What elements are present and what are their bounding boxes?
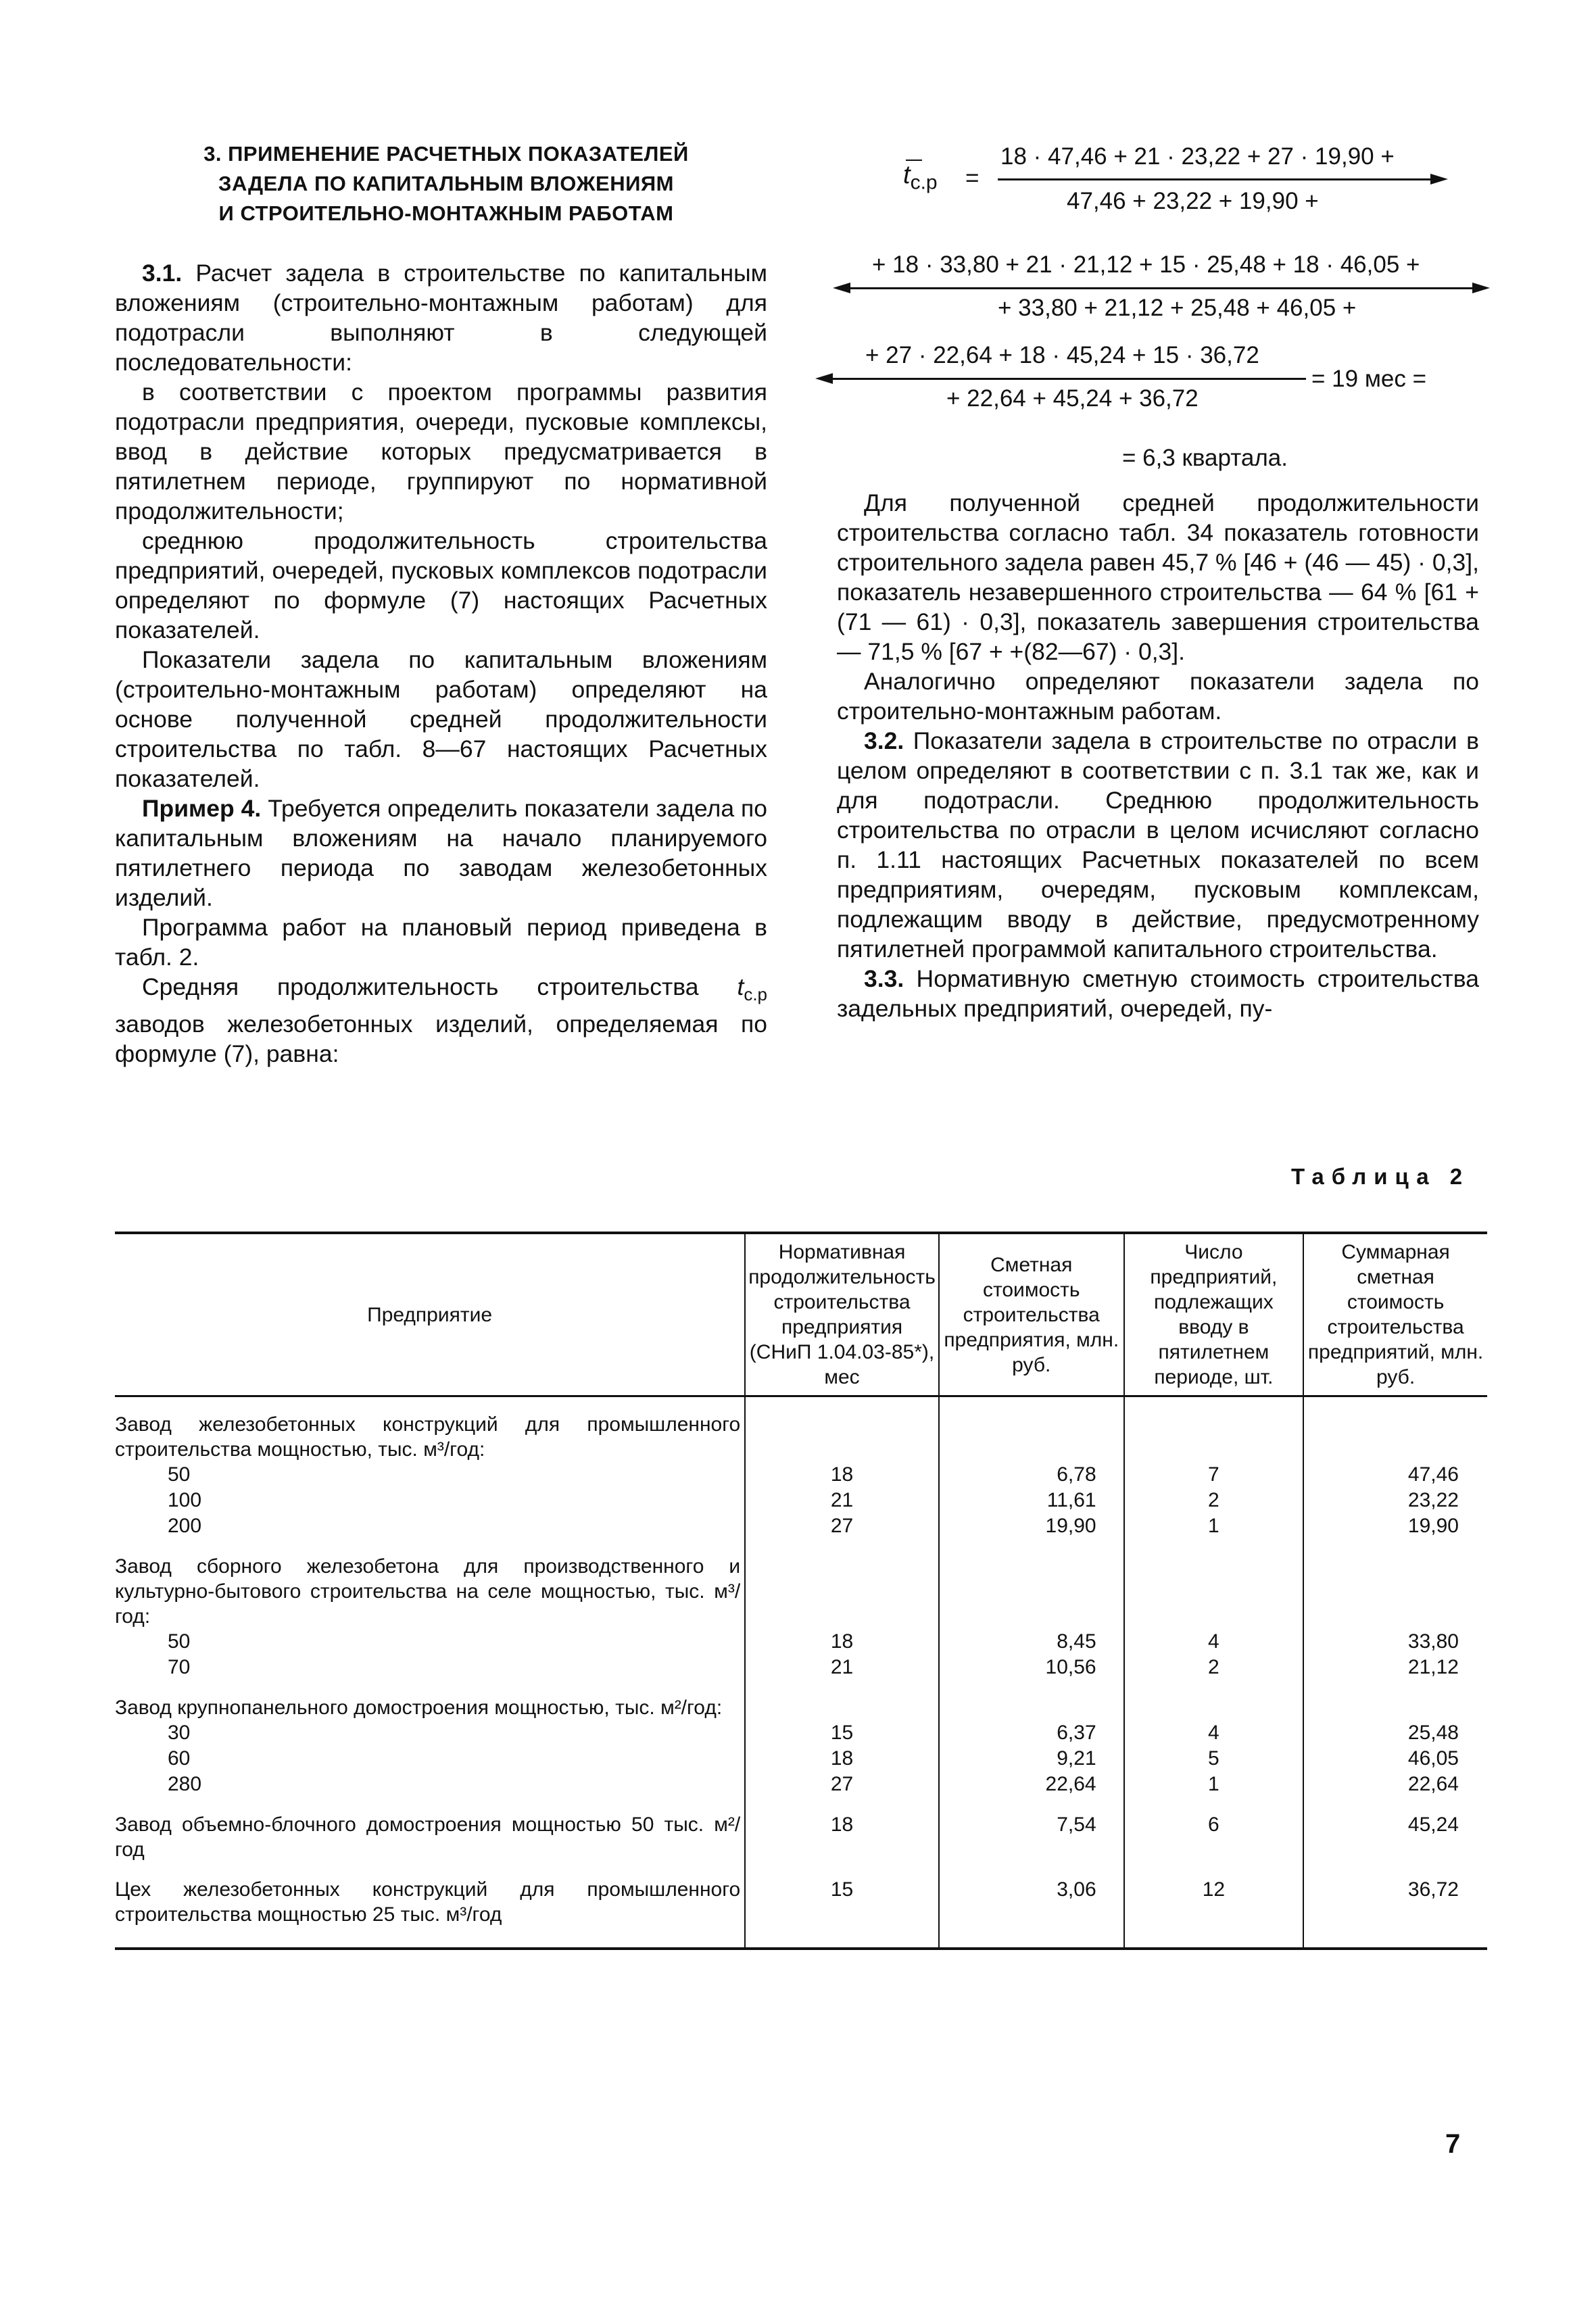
total-cell: 22,64 xyxy=(1303,1772,1487,1812)
left-column xyxy=(115,258,767,1069)
group-title: Цех железобетонных конструкций для промышленного строительства мощностью 25 тыс. м³/год xyxy=(115,1877,745,1949)
paragraph-3-1 xyxy=(115,258,767,377)
duration-cell: 27 xyxy=(745,1772,939,1812)
total-cell: 33,80 xyxy=(1303,1629,1487,1655)
table-row xyxy=(115,1772,1487,1812)
formula-denominator-2: + 33,80 + 21,12 + 25,48 + 46,05 + xyxy=(998,295,1357,321)
column-header-cost: Сметная стоимость строительства предприятия, млн. руб. xyxy=(939,1233,1124,1396)
duration-cell: 18 xyxy=(745,1812,939,1877)
total-cell: 45,24 xyxy=(1303,1812,1487,1877)
fraction-line-1 xyxy=(998,178,1430,180)
count-cell: 6 xyxy=(1124,1812,1304,1877)
table-group-title-row xyxy=(115,1554,1487,1629)
paragraph-3-3 xyxy=(837,964,1479,1023)
capacity-cell: 280 xyxy=(168,1773,202,1795)
cost-cell: 9,21 xyxy=(939,1746,1124,1772)
paragraph-number: 3.1. xyxy=(142,260,183,287)
capacity-cell: 100 xyxy=(168,1489,202,1511)
cost-cell: 3,06 xyxy=(939,1877,1124,1949)
section-heading-line-1: 3. ПРИМЕНЕНИЕ РАСЧЕТНЫХ ПОКАЗАТЕЛЕЙ xyxy=(203,142,689,166)
count-cell: 2 xyxy=(1124,1655,1304,1695)
paragraph-text: Показатели задела в строительстве по отрасли в целом определяют в соответствии с п. 3.1 так же, как и для подотрасли. Среднюю продолжительность строительства по отрасли в целом исчисляют согласно п. 1.11 настоящих Расчетных показателей по всем предприятиям, очередям, пусковым комплексам, подлежащим вводу в действие, предусмотренному пятилетней программой капитального строительства. xyxy=(837,727,1479,962)
count-cell: 1 xyxy=(1124,1513,1304,1554)
paragraph xyxy=(115,972,767,1069)
capacity-cell: 50 xyxy=(168,1630,191,1653)
table-row xyxy=(115,1488,1487,1513)
duration-cell: 15 xyxy=(745,1720,939,1746)
paragraph-text: Нормативную сметную стоимость строительства задельных предприятий, очередей, пу- xyxy=(837,965,1479,1022)
formula-numerator-3: + 27 · 22,64 + 18 · 45,24 + 15 · 36,72 xyxy=(865,342,1259,368)
group-title: Завод сборного железобетона для производственного и культурно-бытового строительства на селе мощностью, тыс. м³/год: xyxy=(115,1555,741,1628)
paragraph: среднюю продолжительность строительства предприятий, очередей, пусковых комплексов подотрасли определяют по формуле (7) настоящих Расчетных показателей. xyxy=(115,527,767,643)
example-label: Пример 4. xyxy=(142,795,262,822)
duration-cell: 27 xyxy=(745,1513,939,1554)
table-title: Таблица 2 xyxy=(1291,1164,1470,1189)
capacity-cell: 30 xyxy=(168,1722,191,1744)
continuation-arrow-icon xyxy=(1430,174,1448,185)
column-header-count: Число предприятий, подлежащих вводу в пятилетнем периоде, шт. xyxy=(1124,1233,1304,1396)
cost-cell: 8,45 xyxy=(939,1629,1124,1655)
fraction-line-2 xyxy=(850,287,1472,289)
table-row xyxy=(115,1629,1487,1655)
duration-cell: 18 xyxy=(745,1629,939,1655)
paragraph-text: заводов железобетонных изделий, определяемая по формуле (7), равна: xyxy=(115,1010,767,1068)
capacity-cell: 50 xyxy=(168,1463,191,1486)
right-column xyxy=(837,488,1479,1023)
paragraph: Для полученной средней продолжительности строительства согласно табл. 34 показатель готовности строительного задела равен 45,7 % [46 + (46 — 45) · 0,3], показатель незавершенного строительства — 64 % [61 + (71 — 61) · 0,3], показатель завершения строительства — 71,5 % [67 + +(82—67) · 0,3]. xyxy=(837,489,1479,665)
program-table xyxy=(115,1232,1487,1950)
table-row xyxy=(115,1812,1487,1877)
cost-cell: 22,64 xyxy=(939,1772,1124,1812)
continuation-arrow-icon xyxy=(833,283,850,293)
count-cell: 5 xyxy=(1124,1746,1304,1772)
column-header-duration: Нормативная продолжительность строительства предприятия (СНиП 1.04.03-85*), мес xyxy=(745,1233,939,1396)
duration-cell: 21 xyxy=(745,1488,939,1513)
paragraph-number: 3.2. xyxy=(864,727,904,754)
tcp-symbol: $t_{с.р}$ xyxy=(737,973,767,1005)
group-title: Завод крупнопанельного домостроения мощностью, тыс. м²/год: xyxy=(115,1697,723,1719)
cost-cell: 19,90 xyxy=(939,1513,1124,1554)
count-cell: 7 xyxy=(1124,1462,1304,1488)
continuation-arrow-icon xyxy=(815,373,833,384)
count-cell: 4 xyxy=(1124,1629,1304,1655)
duration-cell: 18 xyxy=(745,1462,939,1488)
formula-numerator-1: 18 · 47,46 + 21 · 23,22 + 27 · 19,90 + xyxy=(1000,143,1395,170)
count-cell: 1 xyxy=(1124,1772,1304,1812)
paragraph-text: Требуется определить показатели задела по капитальным вложениям на начало планируемого пятилетнего периода по заводам железобетонных изделий. xyxy=(115,795,767,911)
continuation-arrow-icon xyxy=(1472,283,1490,293)
total-cell: 23,22 xyxy=(1303,1488,1487,1513)
cost-cell: 11,61 xyxy=(939,1488,1124,1513)
capacity-cell: 60 xyxy=(168,1747,191,1770)
count-cell: 4 xyxy=(1124,1720,1304,1746)
table-row xyxy=(115,1746,1487,1772)
table-header-row xyxy=(115,1233,1487,1396)
count-cell: 2 xyxy=(1124,1488,1304,1513)
example-paragraph xyxy=(115,794,767,912)
paragraph: Показатели задела по капитальным вложениям (строительно-монтажным работам) определяют на основе полученной средней продолжительности строительства по табл. 8—67 настоящих Расчетных показателей. xyxy=(115,646,767,792)
page-number: 7 xyxy=(1445,2129,1461,2159)
table-group-title-row xyxy=(115,1396,1487,1463)
table-row xyxy=(115,1877,1487,1949)
formula-denominator-1: 47,46 + 23,22 + 19,90 + xyxy=(1067,188,1319,214)
cost-cell: 7,54 xyxy=(939,1812,1124,1877)
fraction-line-3 xyxy=(833,378,1306,380)
paragraph: в соответствии с проектом программы развития подотрасли предприятия, очереди, пусковые комплексы, ввод в действие которых предусматривается в пятилетнем периоде, группируют по нормативной продолжительности; xyxy=(115,379,767,525)
section-heading-line-2: ЗАДЕЛА ПО КАПИТАЛЬНЫМ ВЛОЖЕНИЯМ xyxy=(218,172,674,195)
total-cell: 36,72 xyxy=(1303,1877,1487,1949)
formula-numerator-2: + 18 · 33,80 + 21 · 21,12 + 15 · 25,48 + 18 · 46,05 + xyxy=(872,251,1420,278)
formula-denominator-3: + 22,64 + 45,24 + 36,72 xyxy=(946,385,1199,412)
group-title: Завод железобетонных конструкций для промышленного строительства мощностью, тыс. м³/год: xyxy=(115,1413,741,1461)
table-row xyxy=(115,1655,1487,1695)
total-cell: 47,46 xyxy=(1303,1462,1487,1488)
formula-result-quarters: = 6,3 квартала. xyxy=(1122,445,1288,471)
cost-cell: 10,56 xyxy=(939,1655,1124,1695)
paragraph-number: 3.3. xyxy=(864,965,904,992)
paragraph: Аналогично определяют показатели задела по строительно-монтажным работам. xyxy=(837,668,1479,725)
capacity-cell: 70 xyxy=(168,1656,191,1678)
paragraph-text: Расчет задела в строительстве по капитальным вложениям (строительно-монтажным работам) для подотрасли выполняют в следующей последовательности: xyxy=(115,260,767,376)
total-cell: 19,90 xyxy=(1303,1513,1487,1554)
duration-cell: 21 xyxy=(745,1655,939,1695)
cost-cell: 6,78 xyxy=(939,1462,1124,1488)
paragraph: Программа работ на плановый период приведена в табл. 2. xyxy=(115,914,767,971)
total-cell: 21,12 xyxy=(1303,1655,1487,1695)
section-heading xyxy=(155,139,737,228)
table-row xyxy=(115,1462,1487,1488)
capacity-cell: 200 xyxy=(168,1515,202,1537)
section-heading-line-3: И СТРОИТЕЛЬНО-МОНТАЖНЫМ РАБОТАМ xyxy=(218,201,674,225)
duration-cell: 15 xyxy=(745,1877,939,1949)
count-cell: 12 xyxy=(1124,1877,1304,1949)
column-header-total: Суммарная сметная стоимость строительства предприятий, млн. руб. xyxy=(1303,1233,1487,1396)
paragraph-3-2 xyxy=(837,726,1479,964)
formula-symbol: $t_{с.р}$ xyxy=(903,161,938,194)
table-row xyxy=(115,1720,1487,1746)
group-title: Завод объемно-блочного домостроения мощностью 50 тыс. м²/год xyxy=(115,1813,741,1861)
table-row xyxy=(115,1513,1487,1554)
cost-cell: 6,37 xyxy=(939,1720,1124,1746)
total-cell: 46,05 xyxy=(1303,1746,1487,1772)
duration-cell: 18 xyxy=(745,1746,939,1772)
paragraph-text: Средняя продолжительность строительства xyxy=(142,973,699,1000)
formula-eq: = xyxy=(965,165,980,191)
total-cell: 25,48 xyxy=(1303,1720,1487,1746)
column-header-enterprise: Предприятие xyxy=(115,1233,745,1396)
table-group-title-row xyxy=(115,1695,1487,1720)
formula-result: = 19 мес = xyxy=(1311,366,1427,392)
